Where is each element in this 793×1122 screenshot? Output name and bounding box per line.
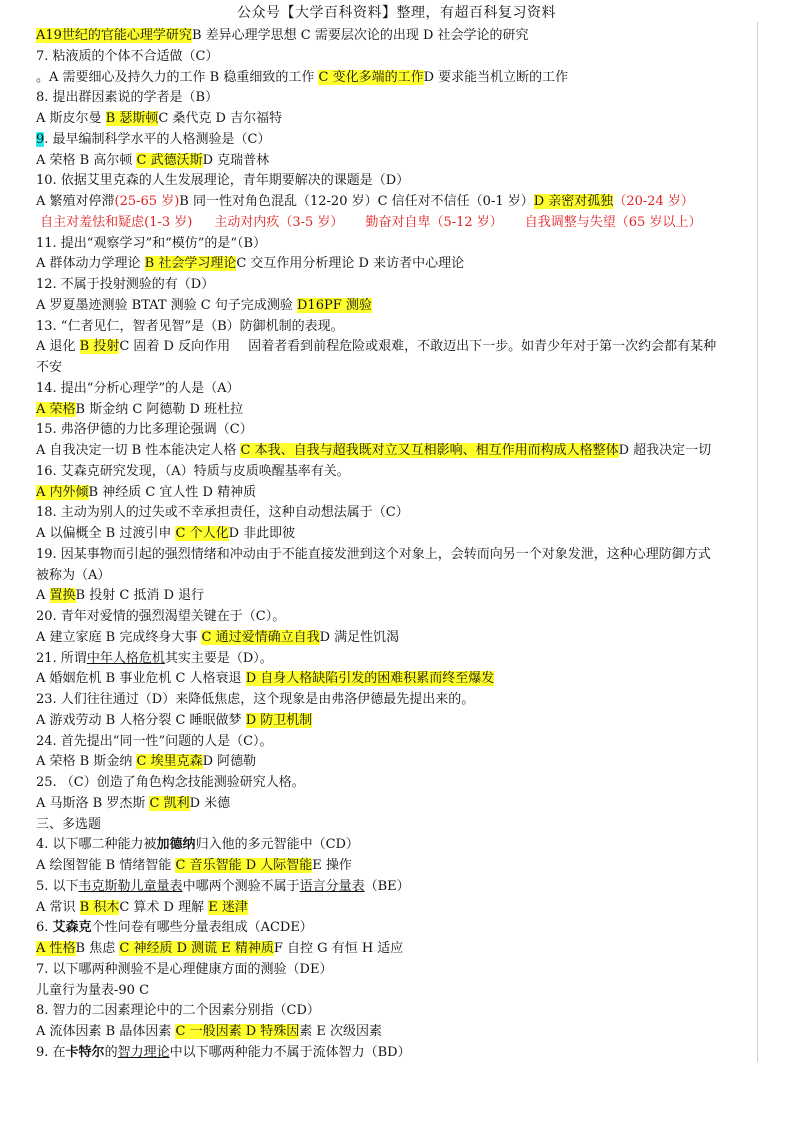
red-note: 主动对内疚（3-5 岁） [214, 214, 344, 230]
highlight: C 音乐智能 D 人际智能 [175, 858, 313, 873]
mq-8: 8. 智力的二因素理论中的二个因素分别指（CD） [36, 1003, 320, 1019]
red-note: 自主对羞怯和疑虑(1-3 岁) [40, 214, 193, 230]
options-9 [36, 151, 766, 172]
highlight: E 迷津 [208, 899, 248, 915]
mq-options-6 [36, 939, 766, 960]
text-line [36, 26, 766, 47]
bold-term: 卡特尔 [65, 1044, 105, 1060]
highlight: B 社会学习理论 [144, 256, 237, 272]
text-span: A 繁殖对停滞 [36, 194, 115, 209]
text-span: B 神经质 C 宜人性 D 精神质 [88, 484, 257, 500]
stage-notes [36, 213, 766, 234]
mq-9 [36, 1043, 766, 1064]
highlight: B 投射 [79, 339, 120, 355]
question-7: 7. 粘液质的个体不合适做（C） [36, 48, 219, 64]
text-span: 归入他的多元智能中（CD） [195, 837, 359, 853]
text-span: 固着者看到前程危险或艰难，不敢迈出下一步。如青少年对于第一次约会都有某种 [248, 339, 717, 355]
highlight: A 性格 [36, 941, 76, 956]
text-span: . 最早编制科学水平的人格测验是（C） [44, 131, 271, 147]
question-23: 23. 人们往往通过（D）来降低焦虑，这个现象是由弗洛伊德最先提出来的。 [36, 692, 475, 707]
text-span: D 米德 [189, 795, 231, 811]
highlight: D 自身人格缺陷引发的困难积累而终至爆发 [245, 671, 495, 687]
text-span: A 退化 [36, 339, 80, 355]
question-14: 14. 提出“分析心理学”的人是（A） [36, 380, 240, 396]
text-span: D 要求能当机立断的工作 [423, 69, 569, 85]
text-span: B 投射 C 抵消 D 退行 [75, 588, 205, 604]
question-11: 11. 提出“观察学习”和“模仿”的是“（B） [36, 235, 267, 251]
question-20: 20. 青年对爱情的强烈渴望关键在于（C）。 [36, 609, 286, 624]
highlight: C 个人化 [175, 526, 229, 541]
mq-5 [36, 877, 766, 898]
text-span: E 操作 [312, 858, 352, 873]
question-8: 8. 提出群因素说的学者是（B） [36, 90, 219, 106]
text-span: 个性问卷有哪些分量表组成（ACDE） [91, 920, 313, 936]
text-span: A 群体动力学理论 [36, 256, 145, 272]
red-note: 自我调整与失望（65 岁以上） [524, 214, 702, 230]
text-span: （BE） [364, 878, 410, 894]
highlight: 置换 [49, 588, 76, 604]
mq-6 [36, 918, 766, 939]
mq-options-8 [36, 1022, 766, 1043]
underlined-term: 中年人格危机 [86, 650, 165, 666]
text-span: A 荣格 B 高尔顿 [36, 152, 137, 168]
text-span: 中哪两个测验不属于 [182, 878, 300, 894]
text-line: 不安 [36, 360, 63, 375]
question-24: 24. 首先提出“同一性”问题的人是（C）。 [36, 733, 273, 749]
text-span: A 绘图智能 B 情绪智能 [36, 858, 176, 873]
highlight: B 积木 [79, 899, 120, 915]
text-span: D 超我决定一切 [618, 443, 712, 458]
options-21 [36, 669, 766, 690]
question-13: 13. “仁者见仁，智者见智”是（B）防御机制的表现。 [36, 318, 344, 334]
text-span: A 建立家庭 B 完成终身大事 [36, 629, 202, 645]
text-span: 其实主要是（D）。 [164, 650, 273, 666]
question-16: 16. 艾森克研究发现，（A）特质与皮质唤醒基率有关。 [36, 463, 350, 479]
text-span: 中以下哪两种能力不属于流体智力（BD） [169, 1044, 411, 1060]
text-span: A 流体因素 B 晶体因素 [36, 1024, 176, 1039]
question-25: 25. （C）创造了角色构念技能测验研究人格。 [36, 775, 305, 790]
highlight: C 神经质 D 测谎 E 精神质 [119, 941, 274, 956]
text-span: B 焦虑 [75, 941, 120, 956]
highlight: D 防卫机制 [245, 712, 313, 728]
options-19 [36, 586, 766, 607]
options-13 [36, 337, 766, 358]
mq-options-5 [36, 898, 766, 919]
options-8 [36, 109, 766, 130]
text-span: B 同一性对角色混乱（12-20 岁）C 信任对不信任（0-1 岁） [179, 194, 534, 209]
highlight: C 一般因素 D 特殊因 [175, 1024, 300, 1039]
text-span: A 婚姻危机 B 事业危机 C 人格衰退 [36, 671, 246, 687]
highlight: A 荣格 [36, 401, 76, 417]
mq-options-4 [36, 856, 766, 877]
highlight: C 武德沃斯 [136, 152, 203, 168]
text-span: 的 [104, 1044, 118, 1060]
text-span: 。A 需要细心及持久力的工作 B 稳重细致的工作 [36, 69, 319, 85]
options-10 [36, 192, 766, 213]
text-span: 6. [36, 920, 53, 936]
text-span: A 游戏劳动 B 人格分裂 C 睡眠做梦 [36, 712, 246, 728]
text-span: A 以偏概全 B 过渡引申 [36, 526, 176, 541]
highlight: C 变化多端的工作 [318, 69, 424, 85]
highlight: D 亲密对孤独 [533, 194, 614, 209]
text-span: 9. 在 [36, 1044, 66, 1060]
options-24 [36, 752, 766, 773]
document-body [36, 26, 766, 1064]
options-18 [36, 524, 766, 545]
options-7 [36, 68, 766, 89]
question-15: 15. 弗洛伊德的力比多理论强调（C） [36, 422, 253, 438]
highlight: C 埃里克森 [136, 754, 203, 770]
question-18: 18. 主动为别人的过失或不幸承担责任，这种自动想法属于（C） [36, 505, 409, 521]
text-span: D 非此即彼 [228, 526, 296, 541]
question-9 [36, 130, 766, 151]
options-25 [36, 794, 766, 815]
red-note: (25-65 岁) [114, 194, 180, 209]
highlight: A19世纪的官能心理学研究 [36, 28, 192, 43]
text-span: F 自控 G 有恒 H 适应 [273, 941, 404, 956]
options-20 [36, 628, 766, 649]
highlight-cyan: 9 [36, 131, 45, 147]
question-12: 12. 不属于投射测验的有（D） [36, 277, 215, 292]
underlined-term: 智力理论 [117, 1044, 170, 1060]
text-span: 4. 以下哪二种能力被 [36, 837, 157, 853]
text-span: 5. 以下 [36, 878, 79, 894]
text-span: A [36, 588, 50, 604]
text-span: A 荣格 B 斯金纳 [36, 754, 137, 770]
highlight: C 通过爱情确立自我 [201, 629, 320, 645]
question-10: 10. 依据艾里克森的人生发展理论，青年期要解决的课题是（D） [36, 173, 410, 189]
options-11 [36, 254, 766, 275]
mq-4 [36, 835, 766, 856]
text-span: C 桑代克 D 吉尔福特 [158, 111, 283, 126]
text-span: C 算术 D 理解 [119, 899, 209, 915]
text-span: D 阿德勒 [202, 754, 257, 770]
text-span: A 马斯洛 B 罗杰斯 [36, 795, 150, 811]
text-line: 被称为（A） [36, 567, 111, 583]
highlight: C 本我、自我与超我既对立又互相影响、相互作用而构成人格整体 [240, 443, 619, 458]
bold-term: 加德纳 [156, 837, 196, 853]
red-note: 勤奋对自卑（5-12 岁） [365, 214, 503, 230]
options-12 [36, 296, 766, 317]
text-span: A 斯皮尔曼 [36, 111, 106, 126]
text-span: B 斯金纳 C 阿德勒 D 班杜拉 [75, 401, 244, 417]
highlight: C 凯利 [149, 795, 190, 811]
text-span: 21. 所谓 [36, 650, 87, 666]
highlight: A 内外倾 [36, 484, 89, 500]
text-span: D 克瑞普林 [202, 152, 270, 168]
section-heading: 三、多选题 [36, 816, 102, 832]
options-14 [36, 400, 766, 421]
text-span: A 罗夏墨迹测验 BTAT 测验 C 句子完成测验 [36, 297, 297, 313]
options-23 [36, 711, 766, 732]
mq-7: 7. 以下哪两种测验不是心理健康方面的测验（DE） [36, 961, 333, 977]
options-15 [36, 441, 766, 462]
underlined-term: 语言分量表 [299, 878, 365, 894]
text-span: 儿童行为量表-90 C [36, 982, 150, 998]
text-span: C 交互作用分析理论 D 来访者中心理论 [236, 256, 465, 272]
highlight: B 瑟斯顿 [105, 111, 159, 126]
text-span: 素 E 次级因素 [299, 1024, 383, 1039]
underlined-term: 韦克斯勒儿童量表 [78, 878, 183, 894]
mq-options-7 [36, 981, 766, 1002]
red-note: （20-24 岁） [613, 194, 694, 209]
text-span: B 差异心理学思想 C 需要层次论的出现 D 社会学论的研究 [191, 28, 529, 43]
text-span: A 常识 [36, 899, 80, 915]
question-19: 19. 因某事物而引起的强烈情绪和冲动由于不能直接发泄到这个对象上，会转而向另一个对象发泄，这种心理防御方式 [36, 546, 711, 562]
bold-term: 艾森克 [52, 920, 92, 936]
text-span: A 自我决定一切 B 性本能决定人格 [36, 443, 241, 458]
highlight: D16PF 测验 [297, 297, 372, 313]
question-21 [36, 649, 766, 670]
text-span: C 固着 D 反向作用 [119, 339, 231, 355]
options-16 [36, 483, 766, 504]
page-header: 公众号【大学百科资料】整理，有超百科复习资料 [237, 5, 556, 21]
text-span: D 满足性饥渴 [319, 629, 400, 645]
